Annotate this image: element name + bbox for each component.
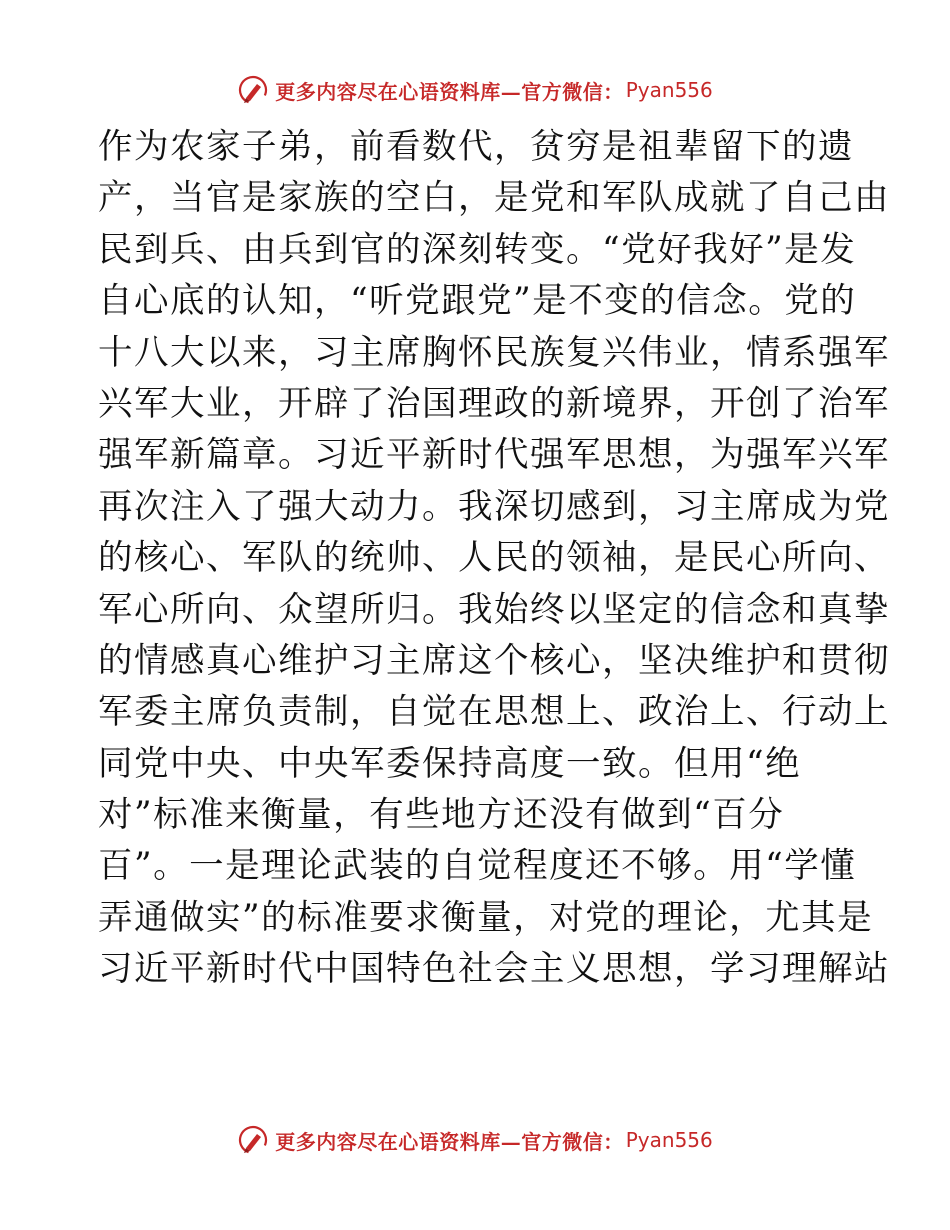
body-line: 同党中央、中央军委保持高度一致。但用“绝 [98,743,802,784]
body-line: 对”标准来衡量，有些地方还没有做到“百分 [98,795,785,836]
body-line: 自心底的认知，“听党跟党”是不变的信念。党的 [98,281,857,322]
body-line: 的核心、军队的统帅、人民的领袖，是民心所向、 [98,538,890,579]
footer-wechat-id: Pyan556 [625,1128,713,1152]
body-line: 习近平新时代中国特色社会主义思想，学习理解站 [98,949,890,990]
body-line: 强军新篇章。习近平新时代强军思想，为强军兴军 [98,435,890,476]
document-body [98,122,890,996]
body-line: 兴军大业，开辟了治国理政的新境界，开创了治军 [98,383,890,424]
body-line: 再次注入了强大动力。我深切感到，习主席成为党 [98,486,890,527]
footer-banner [0,1120,950,1160]
body-line: 作为农家子弟，前看数代，贫穷是祖辈留下的遗 [98,127,854,167]
header-banner [0,70,950,110]
pen-nib-logo-icon [237,1124,269,1156]
pen-nib-logo-icon [237,74,269,106]
body-line: 军心所向、众望所归。我始终以坚定的信念和真挚 [98,589,890,630]
body-line: 十八大以来，习主席胸怀民族复兴伟业，情系强军 [98,332,890,373]
body-line: 产，当官是家族的空白，是党和军队成就了自己由 [98,178,890,219]
body-line: 百”。一是理论武装的自觉程度还不够。用“学懂 [98,846,857,887]
body-line: 民到兵、由兵到官的深刻转变。“党好我好”是发 [98,229,857,270]
header-wechat-id: Pyan556 [625,78,713,102]
header-banner-text: 更多内容尽在心语资料库—官方微信： [275,79,624,104]
body-line: 弄通做实”的标准要求衡量，对党的理论，尤其是 [98,897,874,938]
body-line: 的情感真心维护习主席这个核心，坚决维护和贯彻 [98,640,890,681]
body-line: 军委主席负责制，自觉在思想上、政治上、行动上 [98,692,890,733]
footer-banner-text: 更多内容尽在心语资料库—官方微信： [275,1129,624,1154]
